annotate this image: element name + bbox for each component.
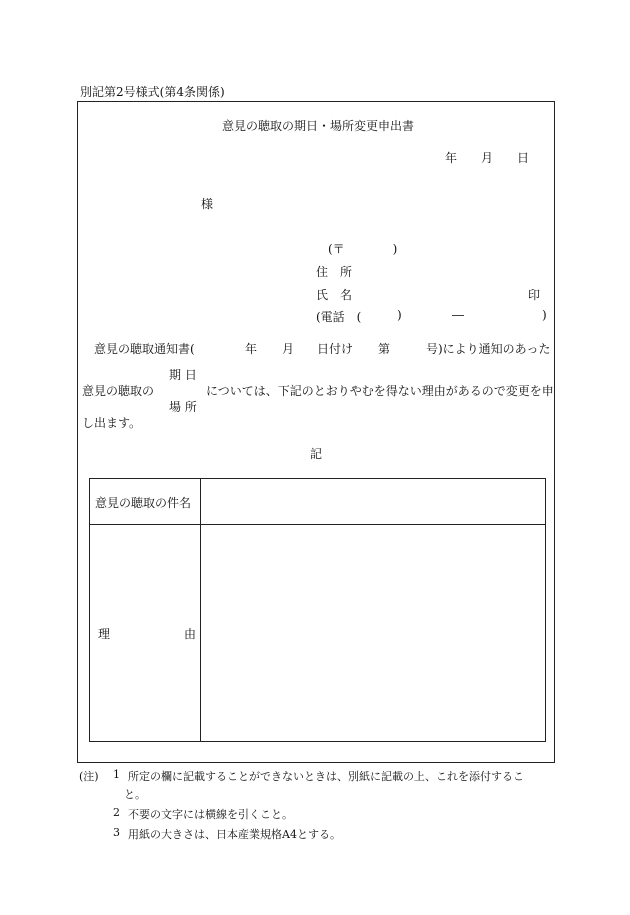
ki-heading: 記: [310, 447, 323, 461]
reason-label-start: 理: [98, 627, 111, 641]
phone-open: (電話 (: [316, 310, 362, 324]
body-line1-month: 月: [282, 342, 295, 356]
phone-paren: ): [397, 308, 402, 322]
reason-value[interactable]: [207, 535, 537, 731]
note-1-text: 所定の欄に記載することができないときは、別紙に記載の上、これを添付するこ: [128, 770, 524, 783]
form-title: 意見の聴取の期日・場所変更申出書: [222, 119, 415, 133]
date-year: 年: [445, 151, 458, 165]
option-date: 期 日: [169, 368, 197, 382]
note-3-number: 3: [113, 826, 120, 839]
body-line1-year: 年: [245, 342, 258, 356]
detail-table: [89, 478, 546, 742]
option-place: 場 所: [169, 400, 197, 414]
addressee-suffix: 様: [201, 197, 214, 211]
body-line1-date: 日付け: [317, 342, 354, 356]
name-label: 氏 名: [316, 288, 353, 302]
seal-mark: 印: [528, 288, 541, 302]
notes-prefix: (注): [79, 770, 99, 783]
subject-label: 意見の聴取の件名: [95, 496, 192, 510]
reason-label-end: 由: [184, 627, 197, 641]
note-2-text: 不要の文字には横線を引くこと。: [128, 808, 293, 821]
phone-close: ): [542, 308, 547, 322]
body-line1-end: 号)により通知のあった: [426, 342, 551, 356]
phone-dash: ―: [452, 308, 464, 322]
date-month: 月: [481, 151, 494, 165]
note-3-text: 用紙の大きさは、日本産業規格A4とする。: [128, 828, 341, 841]
table-row-divider: [90, 524, 545, 525]
note-1-continuation: と。: [124, 788, 146, 801]
address-label: 住 所: [316, 265, 353, 279]
subject-value[interactable]: [207, 494, 537, 510]
body-line1-number: 第: [378, 342, 391, 356]
note-1-number: 1: [113, 768, 120, 781]
form-number: 別記第2号様式(第4条関係): [80, 85, 225, 99]
table-column-divider: [200, 479, 201, 741]
body-line2-end: については、下記のとおりやむを得ない理由があるので変更を申: [206, 384, 554, 398]
body-line2-start: 意見の聴取の: [82, 384, 155, 398]
body-line1-start: 意見の聴取通知書(: [94, 342, 195, 356]
postal-code-field: (〒 ): [328, 242, 398, 256]
note-2-number: 2: [113, 806, 120, 819]
body-line3: し出ます。: [82, 416, 142, 430]
date-day: 日: [517, 151, 530, 165]
